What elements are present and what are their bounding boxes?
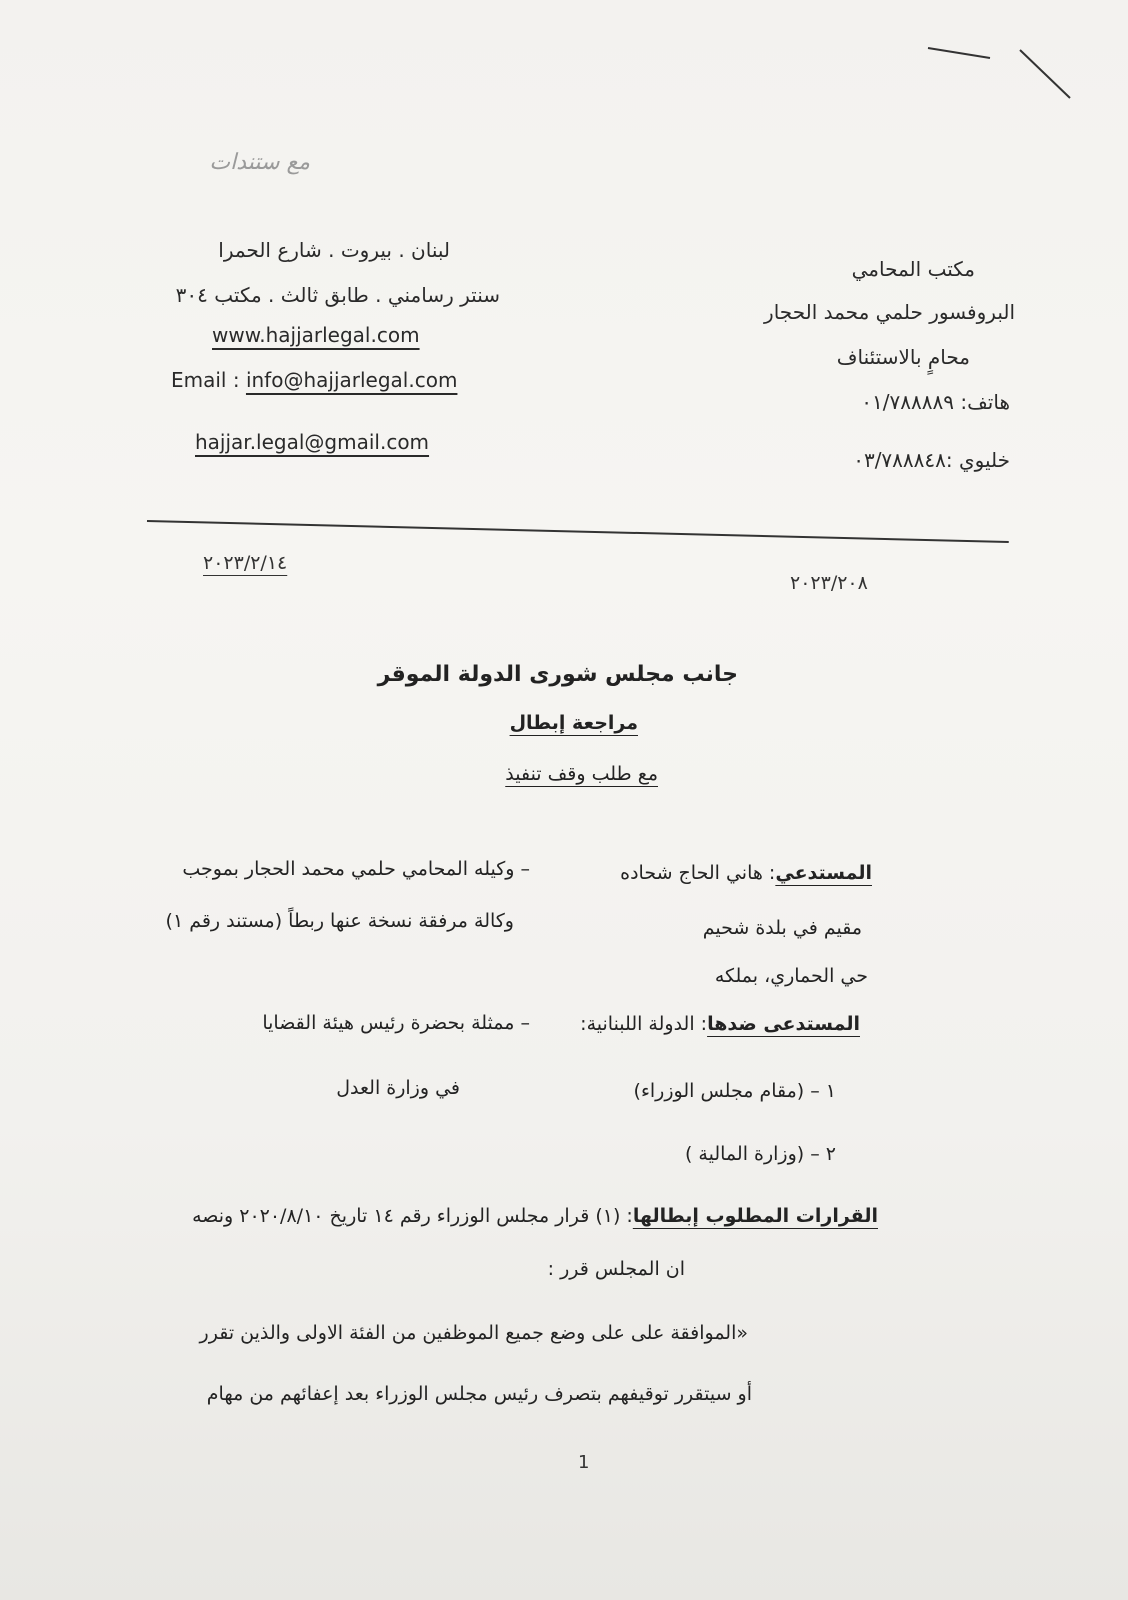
defendant-item-2: ٢ – (وزارة المالية ): [684, 1143, 836, 1165]
defendant-item-1: ١ – (مقام مجلس الوزراء): [633, 1080, 836, 1102]
office-status: محامٍ بالاستئناف: [836, 345, 970, 369]
email-link[interactable]: info@hajjarlegal.com: [245, 368, 458, 392]
plaintiff-label: المستدعي: [775, 862, 872, 884]
plaintiff-row: [560, 862, 872, 884]
decisions-text-2: ان المجلس قرر :: [547, 1258, 685, 1280]
office-name: البروفسور حلمي محمد الحجار: [764, 300, 1015, 324]
defendant-row: [560, 1013, 860, 1035]
decisions-row: [138, 1205, 878, 1227]
represented-line-2: في وزارة العدل: [336, 1077, 460, 1099]
page-subtitle-2: مع طلب وقف تنفيذ: [505, 763, 658, 785]
plaintiff-name: : هاني الحاج شحاده: [620, 862, 776, 884]
date-handwritten: ٢٠٢٣/٢/١٤: [203, 552, 288, 574]
header-divider: [147, 520, 1009, 543]
office-phone: هاتف: ٠١/٧٨٨٨٨٩: [861, 390, 1010, 414]
address-line-2: سنتر رسامني . طابق ثالث . مكتب ٣٠٤: [175, 283, 500, 307]
plaintiff-residence-2: حي الحماري، بملكه: [714, 965, 868, 987]
decisions-label: القرارات المطلوب إبطالها: [632, 1205, 878, 1227]
decisions-text: : (١) قرار مجلس الوزراء رقم ١٤ تاريخ ٢٠٢٠/٨/١٠ ونصه: [192, 1205, 633, 1227]
page-number: 1: [578, 1452, 590, 1473]
plaintiff-residence-1: مقيم في بلدة شحيم: [702, 917, 862, 939]
represented-line-1: – ممثلة بحضرة رئيس هيئة القضايا: [262, 1012, 530, 1034]
quote-line-1: «الموافقة على على وضع جميع الموظفين من الفئة الاولى والذين تقرر: [199, 1322, 748, 1344]
address-line-1: لبنان . بيروت . شارع الحمرا: [218, 238, 450, 262]
page-title: جانب مجلس شورى الدولة الموقر: [377, 662, 738, 687]
page-subtitle: مراجعة إبطال: [509, 712, 638, 734]
quote-line-2: أو سيتقرر توقيفهم بتصرف رئيس مجلس الوزراء بعد إعفائهم من مهام: [206, 1383, 752, 1405]
email-label: Email :: [171, 368, 240, 392]
email2-link[interactable]: hajjar.legal@gmail.com: [195, 430, 430, 454]
email-row: [171, 368, 457, 392]
pen-mark-icon: [920, 30, 1080, 110]
handwritten-note: مع ستندات: [209, 150, 310, 175]
defendant-name: : الدولة اللبنانية:: [580, 1013, 708, 1035]
office-title: مكتب المحامي: [851, 257, 975, 281]
office-mobile: خليوي :٠٣/٧٨٨٨٤٨: [853, 448, 1010, 472]
defendant-label: المستدعى ضدها: [707, 1013, 860, 1035]
date-typed: ٢٠٢٣/٢٠٨: [790, 572, 868, 594]
agent-line-2: وكالة مرفقة نسخة عنها ربطاً (مستند رقم ١): [165, 910, 514, 932]
agent-line-1: – وكيله المحامي حلمي محمد الحجار بموجب: [182, 858, 530, 880]
website-link[interactable]: www.hajjarlegal.com: [212, 323, 420, 347]
